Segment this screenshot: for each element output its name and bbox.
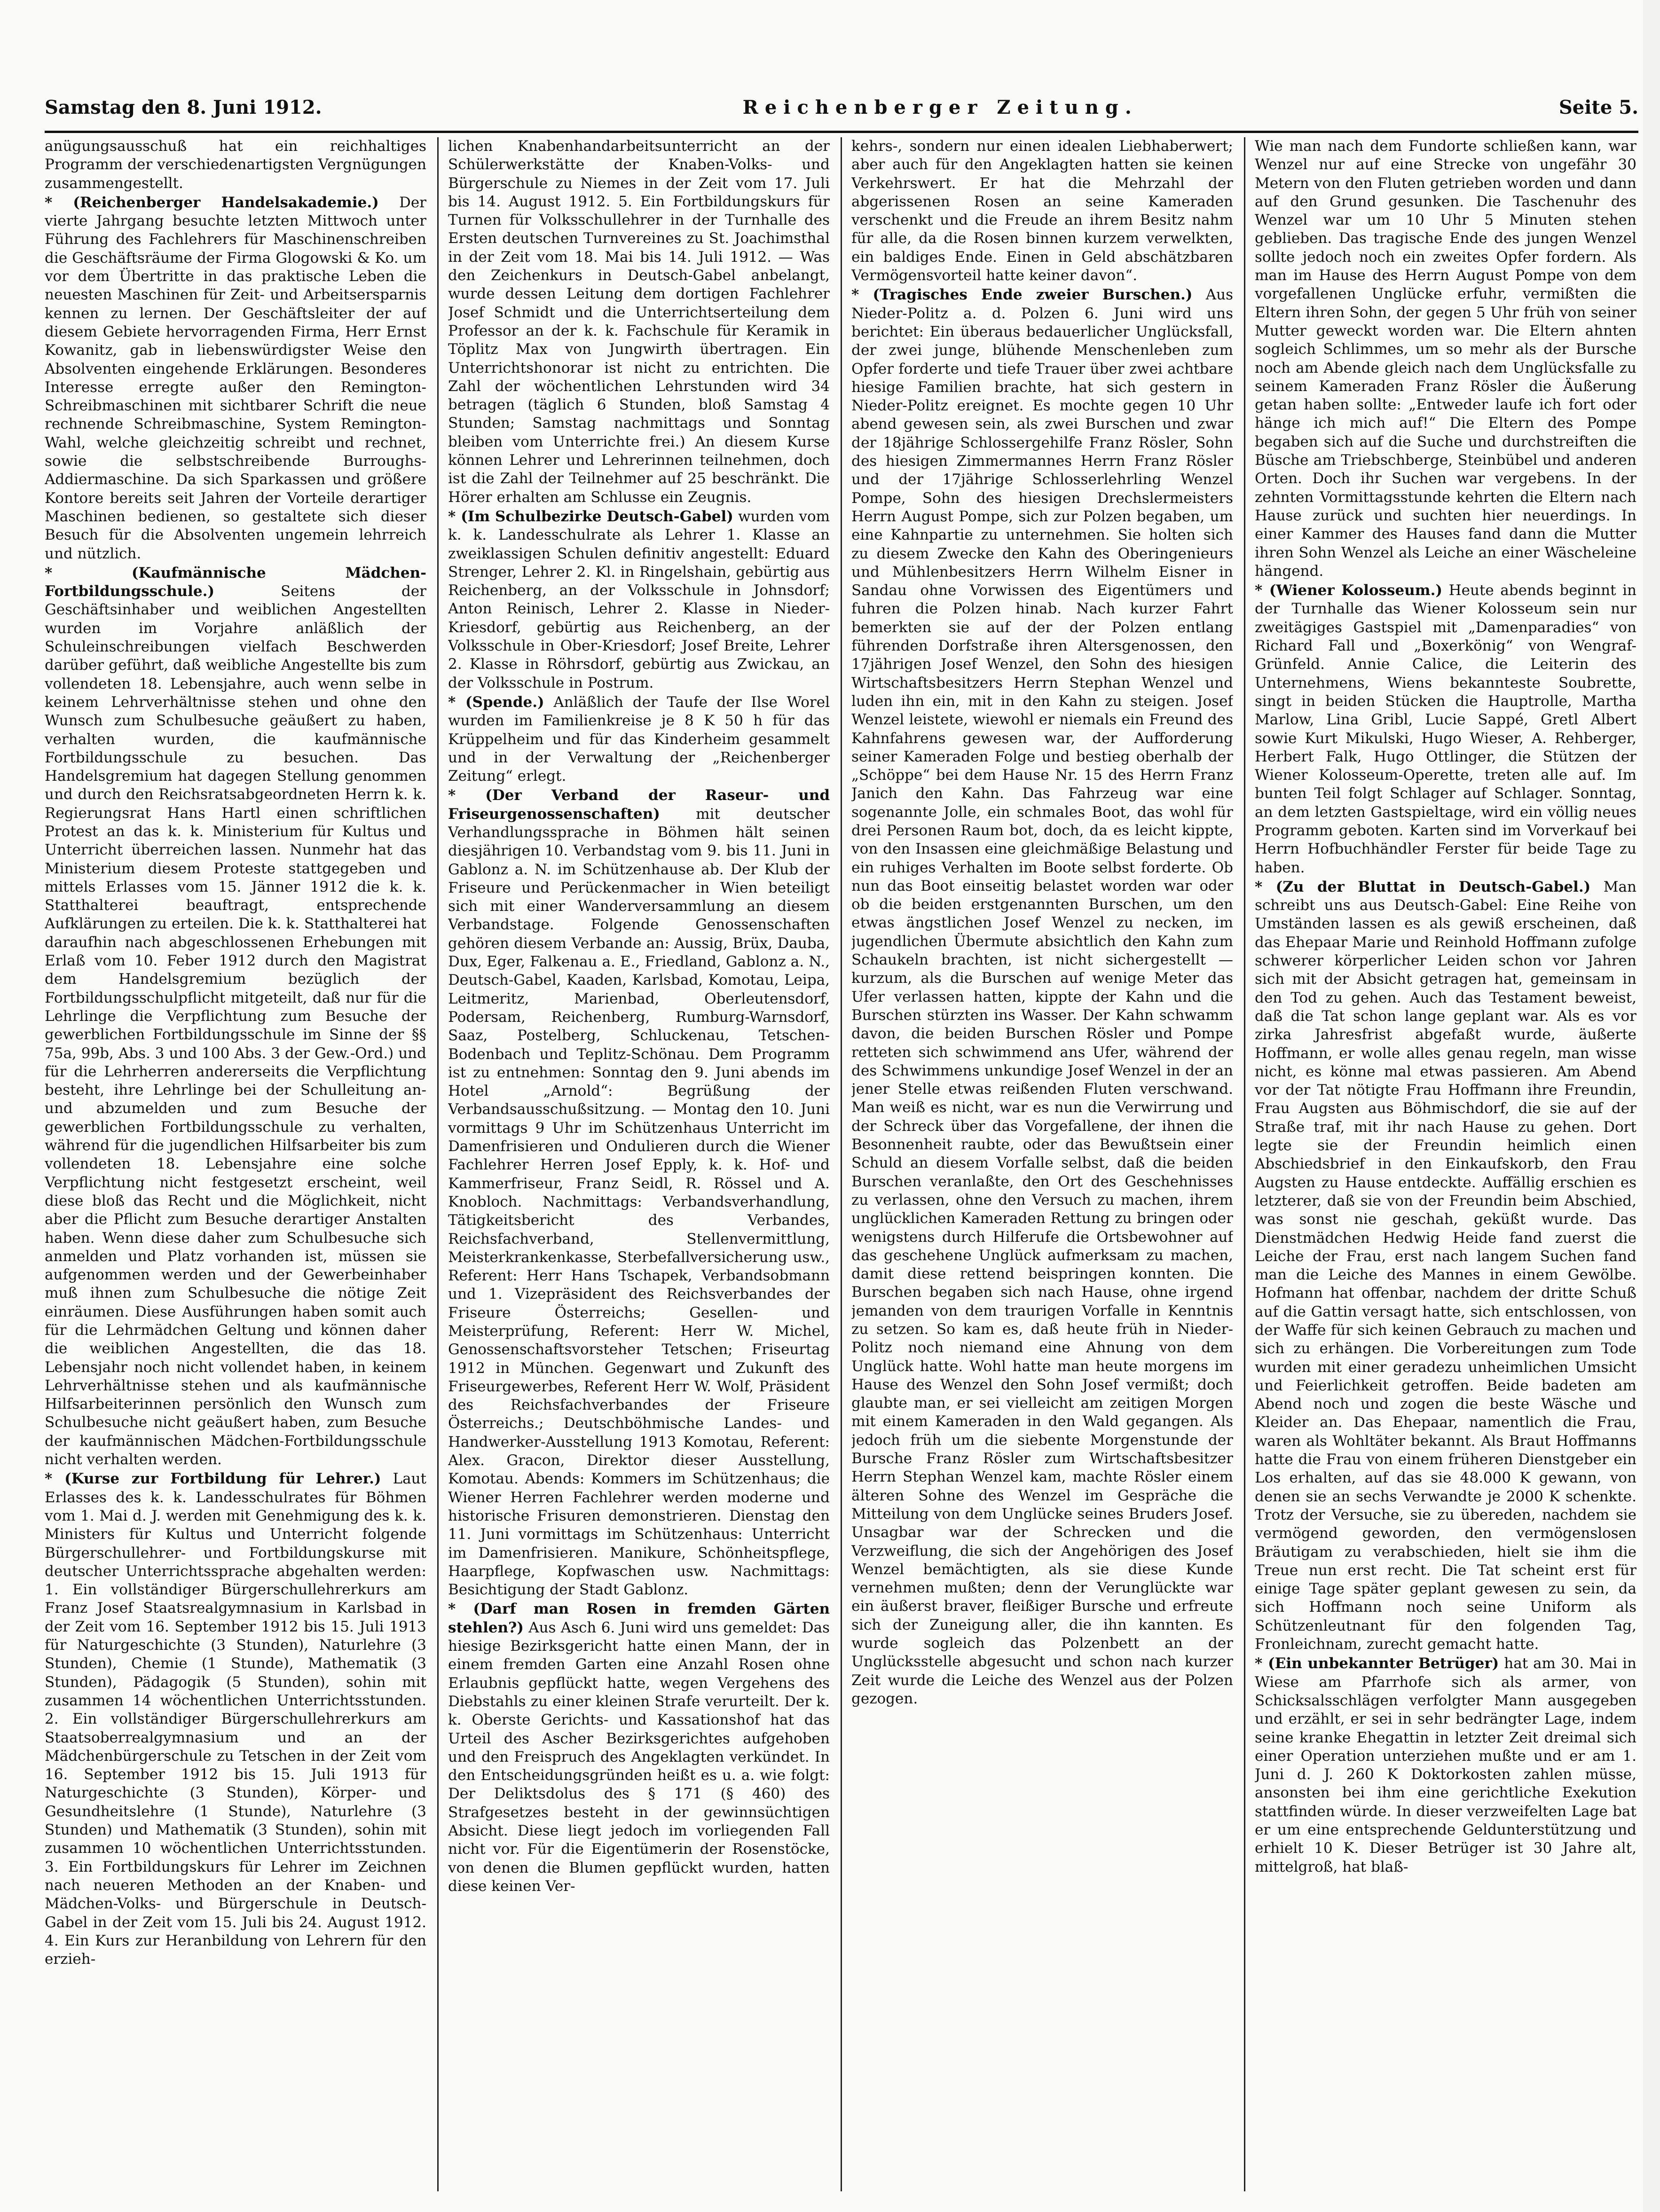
article-heading: * (Tragisches Ende zweier Burschen.) (851, 286, 1193, 304)
article-paragraph (448, 786, 830, 1599)
article-paragraph (1255, 878, 1636, 1654)
article-heading: * (Darf man Rosen in fremden Gärten stehlen?) (448, 1600, 830, 1636)
article-paragraph (851, 137, 1233, 285)
article-paragraph (45, 1470, 426, 1969)
scan-margin (1643, 0, 1660, 2212)
column-divider (841, 137, 842, 2191)
article-text: kehrs-, sondern nur einen idealen Liebhaberwert; aber auch für den Angeklagten hatten sie keinen Verkehrswert. Er hat die Mehrzahl der abgerissenen Rosen an seine Kameraden verschenkt und die Freude an ihrem Besitz nahm für alle, da die Rosen binnen kurzem verwelkten, ein baldiges Ende. Einen in Geld abschätzbaren Vermögensvorteil hatte keiner davon“. (851, 138, 1233, 284)
header-rule (45, 131, 1638, 133)
article-paragraph (45, 564, 426, 1469)
article-text: Aus Asch 6. Juni wird uns gemeldet: Das hiesige Bezirksgericht hatte einen Mann, der in einem fremden Garten eine Anzahl Rosen ohne Erlaubnis gepflückt hatte, wegen Vergehens des Diebstahls zu einer kleinen Strafe verurteilt. Der k. k. Oberste Gerichts- und Kassationshof hat das Urteil des Ascher Bezirksgerichtes aufgehoben und den Freispruch des Angeklagten verkündet. In den Entscheidungsgründen heißt es u. a. wie folgt: Der Deliktsdolus des § 171 (§ 460) des Strafgesetzes besteht in der gewinnsüchtigen Absicht. Diese liegt jedoch im vorliegenden Fall nicht vor. Für die Eigentümerin der Rosenstöcke, von denen die Blumen gepflückt wurden, hatten diese keinen Ver- (448, 1619, 830, 1895)
article-text: wurden vom k. k. Landesschulrate als Lehrer 1. Klasse an zweiklassigen Schulen definitiv angestellt: Eduard Strenger, Lehrer 2. Kl. in Ringelshain, gebürtig aus Reichenberg, an der Volksschule in Johnsdorf; Anton Reinisch, Lehrer 2. Klasse in Nieder-Kriesdorf, gebürtig aus Reichenberg, an der Volksschule in Ober-Kriesdorf; Josef Breite, Lehrer 2. Klasse in Röhrsdorf, gebürtig aus Zwickau, an der Volksschule in Postrum. (448, 508, 830, 691)
masthead-title: Reichenberger Zeitung. (742, 96, 1138, 118)
column-3 (851, 137, 1233, 2191)
article-text: Anläßlich der Taufe der Ilse Worel wurden im Familienkreise je 8 K 50 h für das Krüppelheim und für das Kinderheim gesammelt und in der Verwaltung der „Reichenberger Zeitung“ erlegt. (448, 693, 830, 785)
article-text: Heute abends beginnt in der Turnhalle das Wiener Kolosseum sein nur zweitägiges Gastspiel mit „Damenparadies“ von Richard Fall und „Boxerkönig“ von Wengraf-Grünfeld. Annie Calice, die Leiterin des Unternehmens, Wiens bekannteste Soubrette, singt in beiden Stücken die Hauptrolle, Martha Marlow, Lina Gribl, Lucie Sappé, Gretl Albert sowie Kurt Mikulski, Hugo Wieser, A. Rehberger, Herbert Falk, Hugo Ottlinger, die Stützen der Wiener Kolosseum-Operette, treten alle auf. Im bunten Teil folgt Schlager auf Schlager. Sonntag, an dem letzten Gastspieltage, wird ein völlig neues Programm geboten. Karten sind im Vorverkauf bei Herrn Hofbuchhändler Ferster für beide Tage zu haben. (1255, 582, 1636, 876)
article-text: Man schreibt uns aus Deutsch-Gabel: Eine Reihe von Umständen lassen es als gewiß erscheinen, daß das Ehepaar Marie und Reinhold Hoffmann zufolge schwerer körperlicher Leiden schon vor Jahren sich mit der Absicht getragen hat, gemeinsam in den Tod zu gehen. Auch das Testament beweist, daß die Tat schon lange geplant war. Als es vor zirka Jahresfrist abgefaßt wurde, äußerte Hoffmann, er wolle alles genau regeln, man wisse nicht, es könne mal etwas passieren. Am Abend vor der Tat nötigte Frau Hoffmann ihre Freundin, Frau Augsten aus Böhmischdorf, die sie auf der Straße traf, mit ihr nach Hause zu gehen. Dort legte sie der Freundin heimlich einen Abschiedsbrief in den Einkaufskorb, den Frau Augsten zu Hause entdeckte. Auffällig erschien es letzterer, daß sie von der Freundin beim Abschied, was sonst nie geschah, geküßt wurde. Das Dienstmädchen Hedwig Heide fand zuerst die Leiche der Frau, erst nach langem Suchen fand man die Leiche des Mannes in einem Gewölbe. Hofmann hat offenbar, nachdem der dritte Schuß auf die Gattin versagt hatte, sich entschlossen, von der Waffe für sich keinen Gebrauch zu machen und sich zu erhängen. Die Vorbereitungen zum Tode wurden mit einer geradezu unheimlichen Umsicht und Feierlichkeit getroffen. Beide badeten am Abend noch und zogen die beste Wäsche und Kleider an. Das Ehepaar, namentlich die Frau, waren als Wohltäter bekannt. Als Braut Hoffmanns hatte die Frau von einem früheren Dienstgeber ein Los erhalten, auf das sie 48.000 K gewann, von denen sie an sechs Verwandte je 2000 K schenkte. Trotz der Versuche, sie zu übereden, nachdem sie vermögend geworden, den vermögenslosen Bräutigam zu verabschieden, hielt sie ihm die Treue nun erst recht. Die Tat scheint erst für einige Tage später geplant gewesen zu sein, da sich Hoffmann noch seine Uniform als Schützenleutnant für den folgenden Tag, Fronleichnam, zurecht gemacht hatte. (1255, 878, 1636, 1653)
article-paragraph (45, 137, 426, 193)
column-4 (1255, 137, 1636, 2191)
article-text: mit deutscher Verhandlungssprache in Böhmen hält seinen diesjährigen 10. Verbandstag vom 9. bis 11. Juni in Gablonz a. N. im Schützenhause ab. Der Klub der Friseure und Perückenmacher in Wien beteiligt sich mit einer Wanderversammlung an diesem Verbandstage. Folgende Genossenschaften gehören diesem Verbande an: Aussig, Brüx, Dauba, Dux, Eger, Falkenau a. E., Friedland, Gablonz a. N., Deutsch-Gabel, Kaaden, Karlsbad, Komotau, Leipa, Leitmeritz, Marienbad, Oberleutensdorf, Podersam, Reichenberg, Rumburg-Warnsdorf, Saaz, Postelberg, Schluckenau, Tetschen-Bodenbach und Teplitz-Schönau. Dem Programm ist zu entnehmen: Sonntag den 9. Juni abends im Hotel „Arnold“: Begrüßung der Verbandsausschußsitzung. — Montag den 10. Juni vormittags 9 Uhr im Schützenhaus Unterricht im Damenfrisieren und Ondulieren durch die Wiener Fachlehrer Herren Josef Epply, k. k. Hof- und Kammerfriseur, Franz Seidl, R. Rössel und A. Knobloch. Nachmittags: Verbandsverhandlung, Tätigkeitsbericht des Verbandes, Reichsfachverband, Stellenvermittlung, Meisterkrankenkasse, Sterbefallversicherung usw., Referent: Herr Hans Tschapek, Verbandsobmann und 1. Vizepräsident des Reichsverbandes der Friseure Österreichs; Gesellen- und Meisterprüfung, Referent: Herr W. Michel, Genossenschaftsvorsteher Tetschen; Friseurtag 1912 in München. Gegenwart und Zukunft des Friseurgewerbes, Referent Herr W. Wolf, Präsident des Reichsfachverbandes der Friseure Österreichs.; Deutschböhmische Landes- und Handwerker-Ausstellung 1913 Komotau, Referent: Alex. Gracon, Direktor dieser Ausstellung, Komotau. Abends: Kommers im Schützenhaus; die Wiener Herren Fachlehrer werden moderne und historische Frisuren demonstrieren. Dienstag den 11. Juni vormittags im Schützenhaus: Unterricht im Damenfrisieren. Manikure, Schönheitspflege, Haarpflege, Kopfwaschen usw. Nachmittags: Besichtigung der Stadt Gablonz. (448, 805, 830, 1599)
article-columns (45, 137, 1638, 2191)
article-paragraph (448, 693, 830, 785)
article-paragraph (45, 194, 426, 563)
page-number: Seite 5. (1558, 96, 1638, 118)
article-paragraph (1255, 1655, 1636, 1876)
article-paragraph (448, 1600, 830, 1896)
column-1 (45, 137, 426, 2191)
article-paragraph (448, 508, 830, 692)
article-paragraph (1255, 137, 1636, 580)
article-heading: * (Reichenberger Handelsakademie.) (45, 194, 379, 211)
article-heading: * (Spende.) (448, 693, 544, 711)
article-heading: * (Wiener Kolosseum.) (1255, 582, 1443, 599)
article-text: Der vierte Jahrgang besuchte letzten Mittwoch unter Führung des Fachlehrers für Maschinenschreiben die Geschäftsräume der Firma Glogowski & Ko. um vor dem Übertritte in das praktische Leben die neuesten Maschinen für Zeit- und Arbeitsersparnis kennen zu lernen. Der Geschäftsleiter der auf diesem Gebiete hervorragenden Firma, Herr Ernst Kowanitz, gab in liebenswürdigster Weise den Absolventen eingehende Erklärungen. Besonderes Interesse erregte außer den Remington-Schreibmaschinen mit sichtbarer Schrift die neue rechnende Schreibmaschine, System Remington-Wahl, welche gleichzeitig schreibt und rechnet, sowie die selbstschreibende Burroughs-Addiermaschine. Da sich Sparkassen und größere Kontore bereits seit Jahren der Vorteile derartiger Maschinen bedienen, so gestaltete sich dieser Besuch für die Absolventen ungemein lehrreich und nützlich. (45, 194, 426, 562)
column-divider (437, 137, 439, 2191)
issue-date: Samstag den 8. Juni 1912. (45, 96, 322, 118)
article-paragraph (448, 137, 830, 507)
article-text: Aus Nieder-Politz a. d. Polzen 6. Juni wird uns berichtet: Ein überaus bedauerlicher Unglücksfall, der zwei junge, blühende Menschenleben zum Opfer forderte und tiefe Trauer über zwei achtbare hiesige Familien brachte, hat sich gestern in Nieder-Politz ereignet. Es mochte gegen 10 Uhr abend gewesen sein, als zwei Burschen und zwar der 18jährige Schlossergehilfe Franz Rösler, Sohn des hiesigen Zimmermannes Herrn Franz Rösler und der 17jährige Schlosserlehrling Wenzel Pompe, Sohn des hiesigen Drechslermeisters Herrn August Pompe, sich zur Polzen begaben, um eine Kahnpartie zu unternehmen. Sie holten sich zu diesem Zwecke den Kahn des Oberingenieurs und Mühlenbesitzers Herrn Wilhelm Eisner in Sandau ohne Vorwissen des Eigentümers und fuhren die Polzen hinab. Nach kurzer Fahrt bemerkten sie auf der der Polzen entlang führenden Dorfstraße ihren Altersgenossen, den 17jährigen Josef Wenzel, den Sohn des hiesigen Wirtschaftsbesitzers Herrn Stephan Wenzel und luden ihn ein, mit in den Kahn zu steigen. Josef Wenzel leistete, wiewohl er niemals ein Freund des Kahnfahrens gewesen war, der Aufforderung seiner Kameraden Folge und bestieg oberhalb der „Schöppe“ bei dem Hause Nr. 15 des Herrn Franz Janich den Kahn. Das Fahrzeug war eine sogenannte Jolle, ein schmales Boot, das wohl für drei Personen Raum bot, doch, da es leicht kippte, von den Insassen eine gleichmäßige Belastung und ein ruhiges Verhalten im Boote selbst forderte. Ob nun das Boot einseitig belastet worden war oder ob die beiden erstgenannten Burschen, um den etwas ängstlichen Josef Wenzel zu necken, im jugendlichen Übermute absichtlich den Kahn zum Schaukeln brachten, ist nicht sichergestellt — kurzum, als die Burschen auf wenige Meter das Ufer verlassen hatten, kippte der Kahn und die Burschen stürzten ins Wasser. Der Kahn schwamm davon, die beiden Burschen Rösler und Pompe retteten sich schwimmend ans Ufer, während der des Schwimmens unkundige Josef Wenzel in der an jener Stelle etwas reißenden Fluten verschwand. Man weiß es nicht, war es nun die Verwirrung und der Schreck über das Vorgefallene, der ihnen die Besonnenheit raubte, oder das Bewußtsein einer Schuld an diesem Vorfalle selbst, daß die beiden Burschen veranlaßte, den Ort des Geschehnisses zu verlassen, ohne den Versuch zu machen, ihrem unglücklichen Kameraden Rettung zu bringen oder wenigstens durch Hilferufe die Ortsbewohner auf das geschehene Unglück aufmerksam zu machen, damit diese rettend beispringen konnten. Die Burschen begaben sich nach Hause, ohne irgend jemanden von dem traurigen Vorfalle in Kenntnis zu setzen. So kam es, daß heute früh in Nieder-Politz noch niemand eine Ahnung von dem Unglück hatte. Wohl hatte man heute morgens im Hause des Wenzel den Sohn Josef vermißt; doch glaubte man, er sei vielleicht am zeitigen Morgen mit einem Kameraden in den Wald gegangen. Als jedoch früh um die siebente Morgenstunde der Bursche Franz Rösler zum Wirtschaftsbesitzer Herrn Stephan Wenzel kam, machte Rösler einem älteren Sohne des Wenzel im Gespräche die Mitteilung von dem Unglücke seines Bruders Josef. Unsagbar war der Schrecken und die Verzweiflung, die sich der Angehörigen des Josef Wenzel bemächtigten, als sie diese Kunde vernehmen mußten; denn der Verunglückte war ein äußerst braver, fleißiger Bursche und erfreute sich der Zuneigung aller, die ihn kannten. Es wurde sogleich das Polzenbett an der Unglücksstelle abgesucht und schon nach kurzer Zeit wurde die Leiche des Wenzel aus der Polzen gezogen. (851, 286, 1233, 1707)
article-heading: * (Der Verband der Raseur- und Friseurgenossenschaften) (448, 787, 830, 823)
article-text: Wie man nach dem Fundorte schließen kann, war Wenzel nur auf eine Strecke von ungefähr 30 Metern von den Fluten getrieben worden und dann auf den Grund gesunken. Die Taschenuhr des Wenzel war um 10 Uhr 5 Minuten stehen geblieben. Das tragische Ende des jungen Wenzel sollte jedoch noch ein zweites Opfer fordern. Als man im Hause des Herrn August Pompe von dem vorgefallenen Unglücke erfuhr, vermißten die Eltern ihren Sohn, der gegen 5 Uhr früh von seiner Mutter geweckt worden war. Die Eltern ahnten sogleich Schlimmes, um so mehr als der Bursche noch am Abende gleich nach dem Unglücksfalle zu seinem Kameraden Franz Rösler die Äußerung getan haben sollte: „Entweder laufe ich fort oder hänge ich mich auf!“ Die Eltern des Pompe begaben sich auf die Suche und durchstreiften die Büsche am Triebschberge, Steinbübel und anderen Orten. Doch ihr Suchen war vergebens. In der zehnten Vormittagsstunde kehrten die Eltern nach Hause zurück und suchten hier neuerdings. In einer Kammer des Hauses fand dann die Mutter ihren Sohn Wenzel als Leiche an einer Wäscheleine hängend. (1255, 138, 1636, 580)
article-text: hat am 30. Mai in Wiese am Pfarrhofe sich als armer, von Schicksalsschlägen verfolgter Mann ausgegeben und erzählt, er sei in sehr bedrängter Lage, indem seine kranke Ehegattin in letzter Zeit dreimal sich einer Operation unterziehen mußte und er am 1. Juni d. J. 260 K Doktorkosten zahlen müsse, ansonsten bei ihm eine gerichtliche Exekution stattfinden würde. In dieser verzweifelten Lage bat er um eine entsprechende Geldunterstützung und erhielt 10 K. Dieser Betrüger ist 30 Jahre alt, mittelgroß, hat blaß- (1255, 1655, 1636, 1875)
article-heading: * (Zu der Bluttat in Deutsch-Gabel.) (1255, 878, 1591, 895)
article-text: Seitens der Geschäftsinhaber und weiblichen Angestellten wurden im Vorjahre anläßlich der Schuleinschreibungen vielfach Beschwerden darüber geführt, daß weibliche Angestellte bis zum vollendeten 18. Lebensjahre, auch wenn selbe in keinem Lehrverhältnisse stehen und ohne den Wunsch zum Schulbesuche geäußert zu haben, verhalten wurden, die kaufmännische Fortbildungsschule zu besuchen. Das Handelsgremium hat dagegen Stellung genommen und durch den Reichsratsabgeordneten Herrn k. k. Regierungsrat Hans Hartl einen schriftlichen Protest an das k. k. Ministerium für Kultus und Unterricht überreichen lassen. Nunmehr hat das Ministerium diesem Proteste stattgegeben und mittels Erlasses vom 15. Jänner 1912 die k. k. Statthalterei beauftragt, entsprechende Aufklärungen zu erteilen. Die k. k. Statthalterei hat daraufhin nach abgeschlossenen Erhebungen mit Erlaß vom 10. Feber 1912 durch den Magistrat dem Handelsgremium bezüglich der Fortbildungsschulpflicht mitgeteilt, daß nur für die Lehrlinge die Verpflichtung zum Besuche der gewerblichen Fortbildungsschule im Sinne der §§ 75a, 99b, Abs. 3 und 100 Abs. 3 der Gew.-Ord.) und für die Lehrherren andererseits die Verpflichtung besteht, ihre Lehrlinge bei der Schulleitung an- und abzumelden und zum Besuche der gewerblichen Fortbildungsschule zu verhalten, während für die jugendlichen Hilfsarbeiter bis zum vollendeten 18. Lebensjahre eine solche Verpflichtung nicht festgesetzt erscheint, weil diese bloß das Recht und die Möglichkeit, nicht aber die Pflicht zum Besuche derartiger Anstalten haben. Wenn diese daher zum Schulbesuche sich anmelden und Platz vorhanden ist, müssen sie aufgenommen werden und der Gewerbeinhaber muß ihnen zum Schulbesuche die nötige Zeit einräumen. Diese Ausführungen haben somit auch für die Lehrmädchen Geltung und können daher die weiblichen Angestellten, die das 18. Lebensjahr noch nicht vollendet haben, in keinem Lehrverhältnisse stehen und als kaufmännische Hilfsarbeiterinnen persönlich den Wunsch zum Schulbesuche nicht geäußert haben, zum Besuche der kaufmännischen Mädchen-Fortbildungsschule nicht verhalten werden. (45, 583, 426, 1468)
article-text: lichen Knabenhandarbeitsunterricht an der Schülerwerkstätte der Knaben-Volks- und Bürgerschule zu Niemes in der Zeit vom 17. Juli bis 14. August 1912. 5. Ein Fortbildungskurs für Turnen für Volksschullehrer in der Turnhalle des Ersten deutschen Turnvereines zu St. Joachimsthal in der Zeit vom 18. Mai bis 14. Juli 1912. — Was den Zeichenkurs in Deutsch-Gabel anbelangt, wurde dessen Leitung dem dortigen Fachlehrer Josef Schmidt und die Unterrichtserteilung dem Professor an der k. k. Fachschule für Keramik in Töplitz Max von Jungwirth übertragen. Ein Unterrichtshonorar ist nicht zu entrichten. Die Zahl der wöchentlichen Lehrstunden wird 34 betragen (täglich 6 Stunden, bloß Samstag 4 Stunden; Samstag nachmittags und Sonntag bleiben vom Unterrichte frei.) An diesem Kurse können Lehrer und Lehrerinnen teilnehmen, doch ist die Zahl der Teilnehmer auf 25 beschränkt. Die Hörer erhalten am Schlusse ein Zeugnis. (448, 138, 830, 506)
article-text: anügungsausschuß hat ein reichhaltiges Programm der verschiedenartigsten Vergnügungen zusammengestellt. (45, 138, 426, 192)
article-heading: * (Ein unbekannter Betrüger) (1255, 1655, 1499, 1672)
page-header (45, 96, 1638, 129)
column-2 (448, 137, 830, 2191)
article-heading: * (Im Schulbezirke Deutsch-Gabel) (448, 508, 733, 525)
article-text: Laut Erlasses des k. k. Landesschulrates für Böhmen vom 1. Mai d. J. werden mit Genehmigung des k. k. Ministers für Kultus und Unterricht folgende Bürgerschullehrer- und Fortbildungskurse mit deutscher Unterrichtssprache abgehalten werden: 1. Ein vollständiger Bürgerschullehrerkurs am Franz Josef Staatsrealgymnasium in Karlsbad in der Zeit vom 16. September 1912 bis 15. Juli 1913 für Naturgeschichte (3 Stunden), Naturlehre (3 Stunden), Chemie (1 Stunde), Mathematik (3 Stunden), Pädagogik (5 Stunden), sohin mit zusammen 14 wöchentlichen Unterrichtsstunden. 2. Ein vollständiger Bürgerschullehrerkurs am Staatsoberrealgymnasium und an der Mädchenbürgerschule zu Tetschen in der Zeit vom 16. September 1912 bis 15. Juli 1913 für Naturgeschichte (3 Stunden), Körper- und Gesundheitslehre (1 Stunde), Naturlehre (3 Stunden) und Mathematik (3 Stunden), sohin mit zusammen 10 wöchentlichen Unterrichtsstunden. 3. Ein Fortbildungskurs für Lehrer im Zeichnen nach neueren Methoden an der Knaben- und Mädchen-Volks- und Bürgerschule in Deutsch-Gabel in der Zeit vom 15. Juli bis 24. August 1912. 4. Ein Kurs zur Heranbildung von Lehrern für den erzieh- (45, 1470, 426, 1968)
column-divider (1244, 137, 1245, 2191)
article-paragraph (851, 286, 1233, 1708)
article-heading: * (Kurse zur Fortbildung für Lehrer.) (45, 1470, 381, 1488)
article-heading: * (Kaufmännische Mädchen-Fortbildungsschule.) (45, 564, 426, 600)
article-paragraph (1255, 581, 1636, 877)
